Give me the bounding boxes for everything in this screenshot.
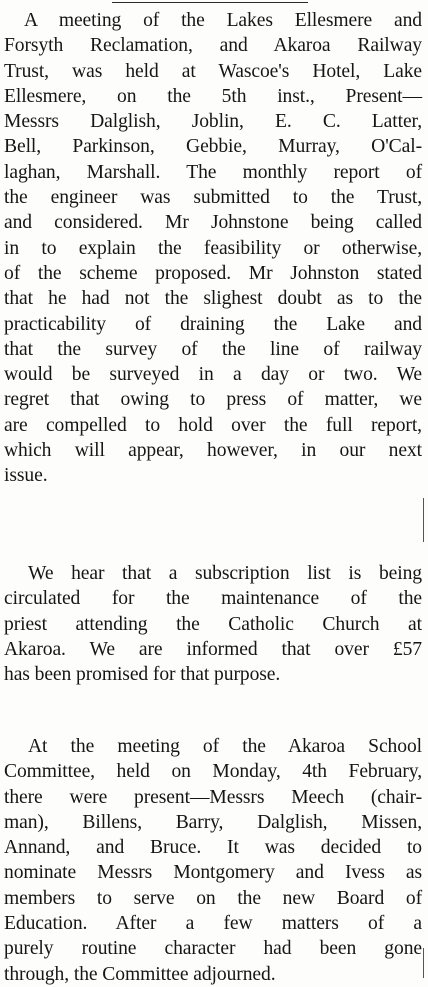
column-separator-rule (112, 2, 308, 3)
article-text-line: which will appear, however, in our next (4, 440, 422, 462)
article-text-line: regret that owing to press of matter, we (4, 389, 422, 411)
article-text-line: that he had not the slighest doubt as to the (4, 288, 422, 310)
paragraph-reclamation-trust-meeting (4, 8, 422, 489)
article-text-line: purely routine character had been gone (4, 938, 422, 960)
article-text-line: We hear that a subscription list is being (28, 563, 422, 584)
article-text-line: Forsyth Reclamation, and Akaroa Railway (4, 35, 422, 57)
article-text-line: practicability of draining the Lake and (4, 313, 422, 335)
column-edge-mark (423, 498, 424, 542)
article-text-line: and considered. Mr Johnstone being called (4, 212, 422, 234)
article-text-line: Committee, held on Monday, 4th February, (4, 761, 422, 783)
article-text-line: laghan, Marshall. The monthly report of (4, 161, 422, 183)
article-text-line: are compelled to hold over the full report, (4, 414, 422, 436)
column-edge-mark (423, 948, 424, 978)
article-text-line: in to explain the feasibility or otherwise, (4, 237, 422, 259)
article-text-line: that the survey of the line of railway (4, 338, 422, 360)
article-text-line: issue. (4, 465, 48, 487)
article-text-line: Education. After a few matters of a (4, 913, 422, 935)
article-text-line: members to serve on the new Board of (4, 887, 422, 909)
article-text-line: the engineer was submitted to the Trust, (4, 187, 422, 209)
article-text-line: has been promised for that purpose. (4, 664, 281, 686)
article-text-line: would be surveyed in a day or two. We (4, 364, 422, 386)
article-text-line: At the meeting of the Akaroa School (28, 736, 422, 757)
article-text-line: Bell, Parkinson, Gebbie, Murray, O'Cal- (4, 136, 422, 158)
article-text-line: nominate Messrs Montgomery and Ivess as (4, 862, 422, 884)
article-text-line: of the scheme proposed. Mr Johnston stated (4, 262, 422, 284)
article-text-line: Trust, was held at Wascoe's Hotel, Lake (4, 60, 422, 82)
article-text-line: circulated for the maintenance of the (4, 588, 422, 610)
article-text-line: through, the Committee adjourned. (4, 963, 276, 985)
paragraph-subscription-list (4, 561, 422, 687)
article-text-line: Annand, and Bruce. It was decided to (4, 837, 422, 859)
article-text-line: Messrs Dalglish, Joblin, E. C. Latter, (4, 111, 422, 133)
article-text-line: A meeting of the Lakes Ellesmere and (24, 10, 422, 31)
article-text-line: Ellesmere, on the 5th inst., Present— (4, 85, 422, 107)
article-text-line: Akaroa. We are informed that over £57 (4, 638, 422, 660)
article-text-line: priest attending the Catholic Church at (4, 613, 422, 635)
article-text-line: man), Billens, Barry, Dalglish, Missen, (4, 811, 422, 833)
article-text-line: there were present—Messrs Meech (chair- (4, 786, 422, 808)
paragraph-school-committee (4, 734, 422, 987)
